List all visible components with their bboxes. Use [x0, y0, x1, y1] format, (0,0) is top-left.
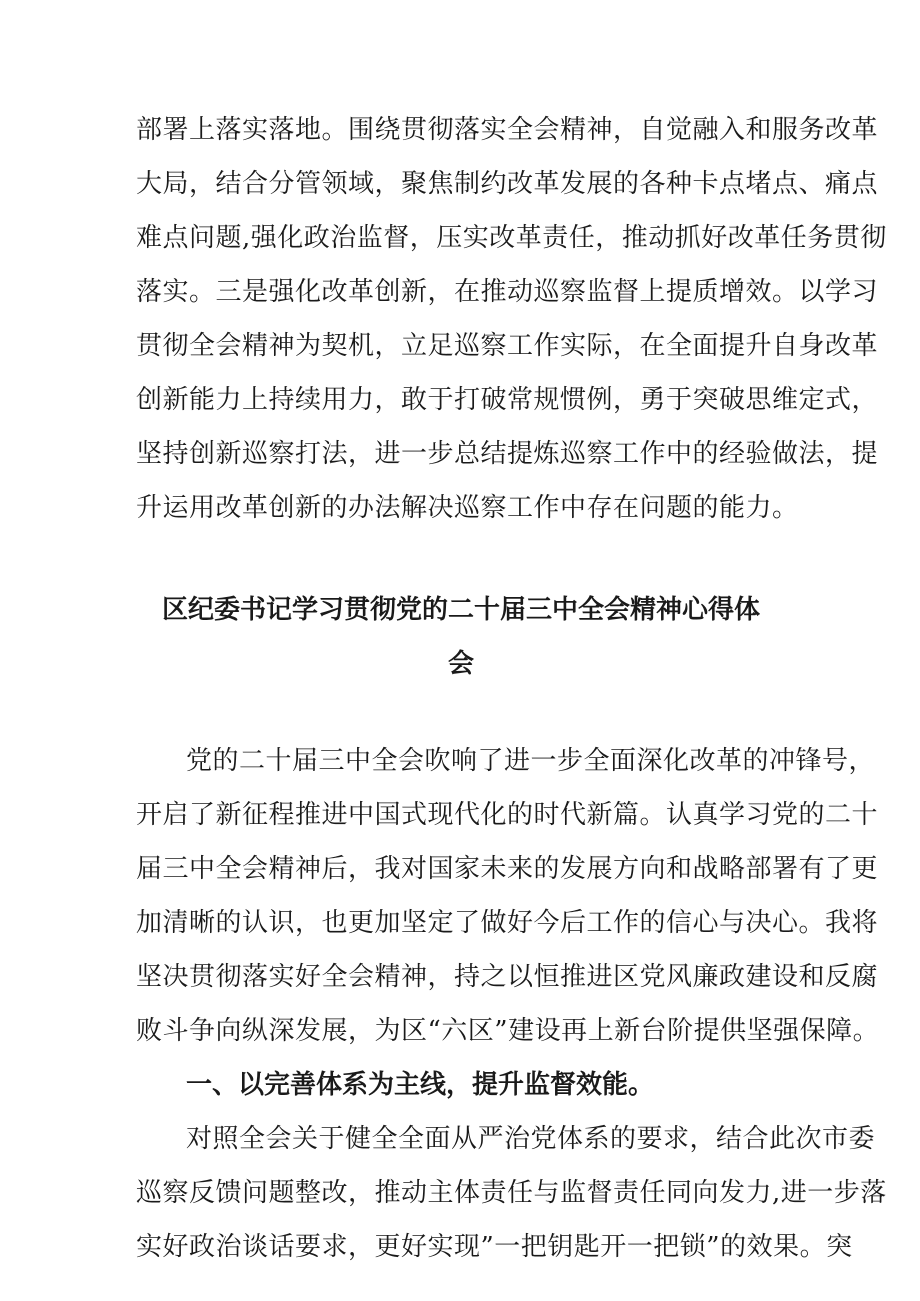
intro-line: 败斗争向纵深发展，为区“六区”建设再上新台阶提供坚强保障。 [136, 1016, 880, 1046]
paragraph-line: 落实。三是强化改革创新，在推动巡察监督上提质增效。以学习 [136, 277, 879, 307]
intro-line: 开启了新征程推进中国式现代化的时代新篇。认真学习党的二十 [136, 800, 879, 830]
paragraph-line: 难点问题,强化政治监督，压实改革责任，推动抓好改革任务贯彻 [136, 223, 887, 253]
intro-line: 党的二十届三中全会吹响了进一步全面深化改革的冲锋号， [186, 746, 876, 776]
intro-line: 届三中全会精神后，我对国家未来的发展方向和战略部署有了更 [136, 854, 879, 884]
paragraph-line: 坚持创新巡察打法，进一步总结提炼巡察工作中的经验做法，提 [136, 439, 879, 469]
paragraph-line: 部署上落实落地。围绕贯彻落实全会精神，自觉融入和服务改革 [136, 115, 879, 145]
article-title: 区纪委书记学习贯彻党的二十届三中全会精神心得体 [161, 595, 760, 625]
intro-line: 加清晰的认识，也更加坚定了做好今后工作的信心与决心。我将 [136, 908, 879, 938]
section-line: 对照全会关于健全全面从严治党体系的要求，结合此次市委 [186, 1124, 876, 1154]
paragraph-line: 贯彻全会精神为契机，立足巡察工作实际，在全面提升自身改革 [136, 331, 879, 361]
intro-line: 坚决贯彻落实好全会精神，持之以恒推进区党风廉政建设和反腐 [136, 962, 879, 992]
article-title-continued: 会 [447, 649, 474, 679]
section-line: 实好政治谈话要求，更好实现”一把钥匙开一把锁”的效果。突 [136, 1232, 853, 1262]
paragraph-line: 升运用改革创新的办法解决巡察工作中存在问题的能力。 [136, 493, 799, 523]
paragraph-line: 创新能力上持续用力，敢于打破常规惯例，勇于突破思维定式， [136, 385, 879, 415]
section-line: 巡察反馈问题整改，推动主体责任与监督责任同向发力,进一步落 [136, 1178, 887, 1208]
paragraph-line: 大局，结合分管领域，聚焦制约改革发展的各种卡点堵点、痛点 [136, 169, 879, 199]
section-heading: 一、以完善体系为主线，提升监督效能。 [186, 1070, 655, 1100]
